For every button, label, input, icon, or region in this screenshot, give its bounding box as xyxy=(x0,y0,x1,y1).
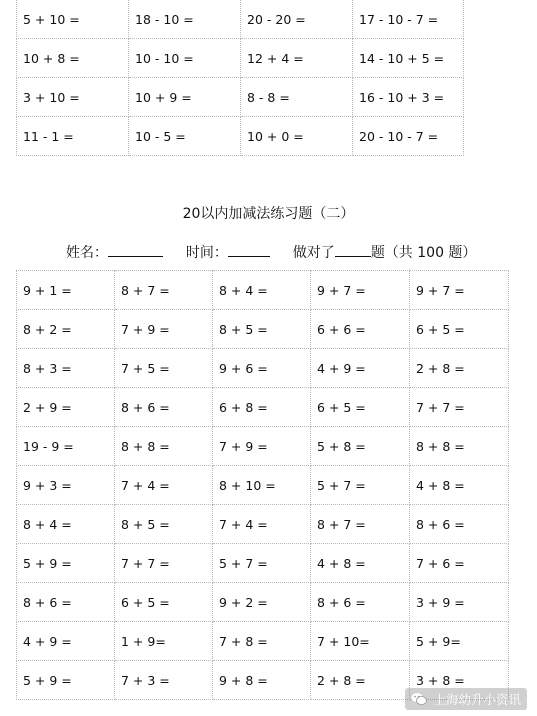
table-row xyxy=(17,349,509,388)
problem-cell: 9 + 3 = xyxy=(17,466,115,505)
problem-cell: 9 + 7 = xyxy=(311,271,410,310)
problem-cell: 10 + 9 = xyxy=(129,78,241,117)
problem-cell: 8 + 3 = xyxy=(17,349,115,388)
problem-cell: 18 - 10 = xyxy=(129,0,241,39)
problem-cell: 4 + 9 = xyxy=(17,622,115,661)
table-row xyxy=(17,271,509,310)
problem-cell: 8 + 7 = xyxy=(311,505,410,544)
problem-cell: 14 - 10 + 5 = xyxy=(353,39,464,78)
problem-cell: 6 + 8 = xyxy=(213,388,311,427)
problem-cell: 8 + 6 = xyxy=(115,388,213,427)
problem-cell: 9 + 2 = xyxy=(213,583,311,622)
problem-cell: 20 - 10 - 7 = xyxy=(353,117,464,156)
table-row xyxy=(17,466,509,505)
problem-cell: 7 + 9 = xyxy=(213,427,311,466)
problem-cell: 12 + 4 = xyxy=(241,39,353,78)
problem-cell: 2 + 8 = xyxy=(410,349,509,388)
problem-cell: 7 + 10= xyxy=(311,622,410,661)
problem-cell: 8 + 4 = xyxy=(17,505,115,544)
problem-cell: 7 + 7 = xyxy=(115,544,213,583)
watermark-text: 上海幼升小资讯 xyxy=(433,692,521,707)
table-row xyxy=(17,310,509,349)
table-row xyxy=(17,505,509,544)
table-row xyxy=(17,583,509,622)
top-exercise-table xyxy=(16,0,464,156)
problem-cell: 6 + 5 = xyxy=(311,388,410,427)
problem-cell: 17 - 10 - 7 = xyxy=(353,0,464,39)
problem-cell: 7 + 8 = xyxy=(213,622,311,661)
student-info-line xyxy=(66,242,476,262)
problem-cell: 10 + 8 = xyxy=(17,39,129,78)
problem-cell: 7 + 4 = xyxy=(213,505,311,544)
problem-cell: 5 + 8 = xyxy=(311,427,410,466)
problem-cell: 3 + 8 = xyxy=(410,661,509,700)
watermark xyxy=(405,688,527,710)
problem-cell: 9 + 6 = xyxy=(213,349,311,388)
name-blank xyxy=(108,244,163,257)
problem-cell: 8 + 7 = xyxy=(115,271,213,310)
problem-cell: 2 + 8 = xyxy=(311,661,410,700)
table-row xyxy=(17,39,464,78)
problem-cell: 8 + 8 = xyxy=(410,427,509,466)
problem-cell: 10 + 0 = xyxy=(241,117,353,156)
done-label: 做对了 xyxy=(292,245,335,261)
problem-cell: 6 + 5 = xyxy=(410,310,509,349)
problem-cell: 6 + 5 = xyxy=(115,583,213,622)
problem-cell: 7 + 6 = xyxy=(410,544,509,583)
problem-cell: 5 + 7 = xyxy=(311,466,410,505)
problem-cell: 8 + 10 = xyxy=(213,466,311,505)
problem-cell: 6 + 6 = xyxy=(311,310,410,349)
problem-cell: 4 + 9 = xyxy=(311,349,410,388)
wechat-logo-icon xyxy=(411,692,427,706)
problem-cell: 8 + 8 = xyxy=(115,427,213,466)
worksheet-title: 20以内加减法练习题（二） xyxy=(182,206,355,222)
problem-cell: 7 + 7 = xyxy=(410,388,509,427)
problem-cell: 11 - 1 = xyxy=(17,117,129,156)
table-row xyxy=(17,622,509,661)
main-exercise-table xyxy=(16,270,509,700)
name-label: 姓名： xyxy=(66,245,108,261)
problem-cell: 4 + 8 = xyxy=(410,466,509,505)
problem-cell: 20 - 20 = xyxy=(241,0,353,39)
problem-cell: 9 + 8 = xyxy=(213,661,311,700)
problem-cell: 8 + 4 = xyxy=(213,271,311,310)
problem-cell: 8 + 5 = xyxy=(213,310,311,349)
problem-cell: 1 + 9= xyxy=(115,622,213,661)
problem-cell: 5 + 9 = xyxy=(17,661,115,700)
problem-cell: 5 + 7 = xyxy=(213,544,311,583)
problem-cell: 5 + 10 = xyxy=(17,0,129,39)
problem-cell: 7 + 4 = xyxy=(115,466,213,505)
problem-cell: 5 + 9 = xyxy=(17,544,115,583)
problem-cell: 9 + 7 = xyxy=(410,271,509,310)
problem-cell: 10 - 10 = xyxy=(129,39,241,78)
problem-cell: 8 + 6 = xyxy=(311,583,410,622)
table-row xyxy=(17,0,464,39)
time-blank xyxy=(228,244,270,257)
problem-cell: 16 - 10 + 3 = xyxy=(353,78,464,117)
problem-cell: 3 + 10 = xyxy=(17,78,129,117)
time-label: 时间： xyxy=(185,245,228,261)
done-suffix: 题（共 100 题） xyxy=(370,245,477,261)
problem-cell: 8 - 8 = xyxy=(241,78,353,117)
table-row xyxy=(17,117,464,156)
problem-cell: 8 + 2 = xyxy=(17,310,115,349)
table-row xyxy=(17,427,509,466)
problem-cell: 7 + 5 = xyxy=(115,349,213,388)
table-row xyxy=(17,544,509,583)
score-blank xyxy=(335,244,371,257)
problem-cell: 9 + 1 = xyxy=(17,271,115,310)
problem-cell: 7 + 3 = xyxy=(115,661,213,700)
problem-cell: 2 + 9 = xyxy=(17,388,115,427)
problem-cell: 8 + 6 = xyxy=(410,505,509,544)
problem-cell: 19 - 9 = xyxy=(17,427,115,466)
problem-cell: 3 + 9 = xyxy=(410,583,509,622)
problem-cell: 5 + 9= xyxy=(410,622,509,661)
problem-cell: 4 + 8 = xyxy=(311,544,410,583)
table-row xyxy=(17,78,464,117)
problem-cell: 7 + 9 = xyxy=(115,310,213,349)
problem-cell: 10 - 5 = xyxy=(129,117,241,156)
problem-cell: 8 + 6 = xyxy=(17,583,115,622)
table-row xyxy=(17,388,509,427)
problem-cell: 8 + 5 = xyxy=(115,505,213,544)
